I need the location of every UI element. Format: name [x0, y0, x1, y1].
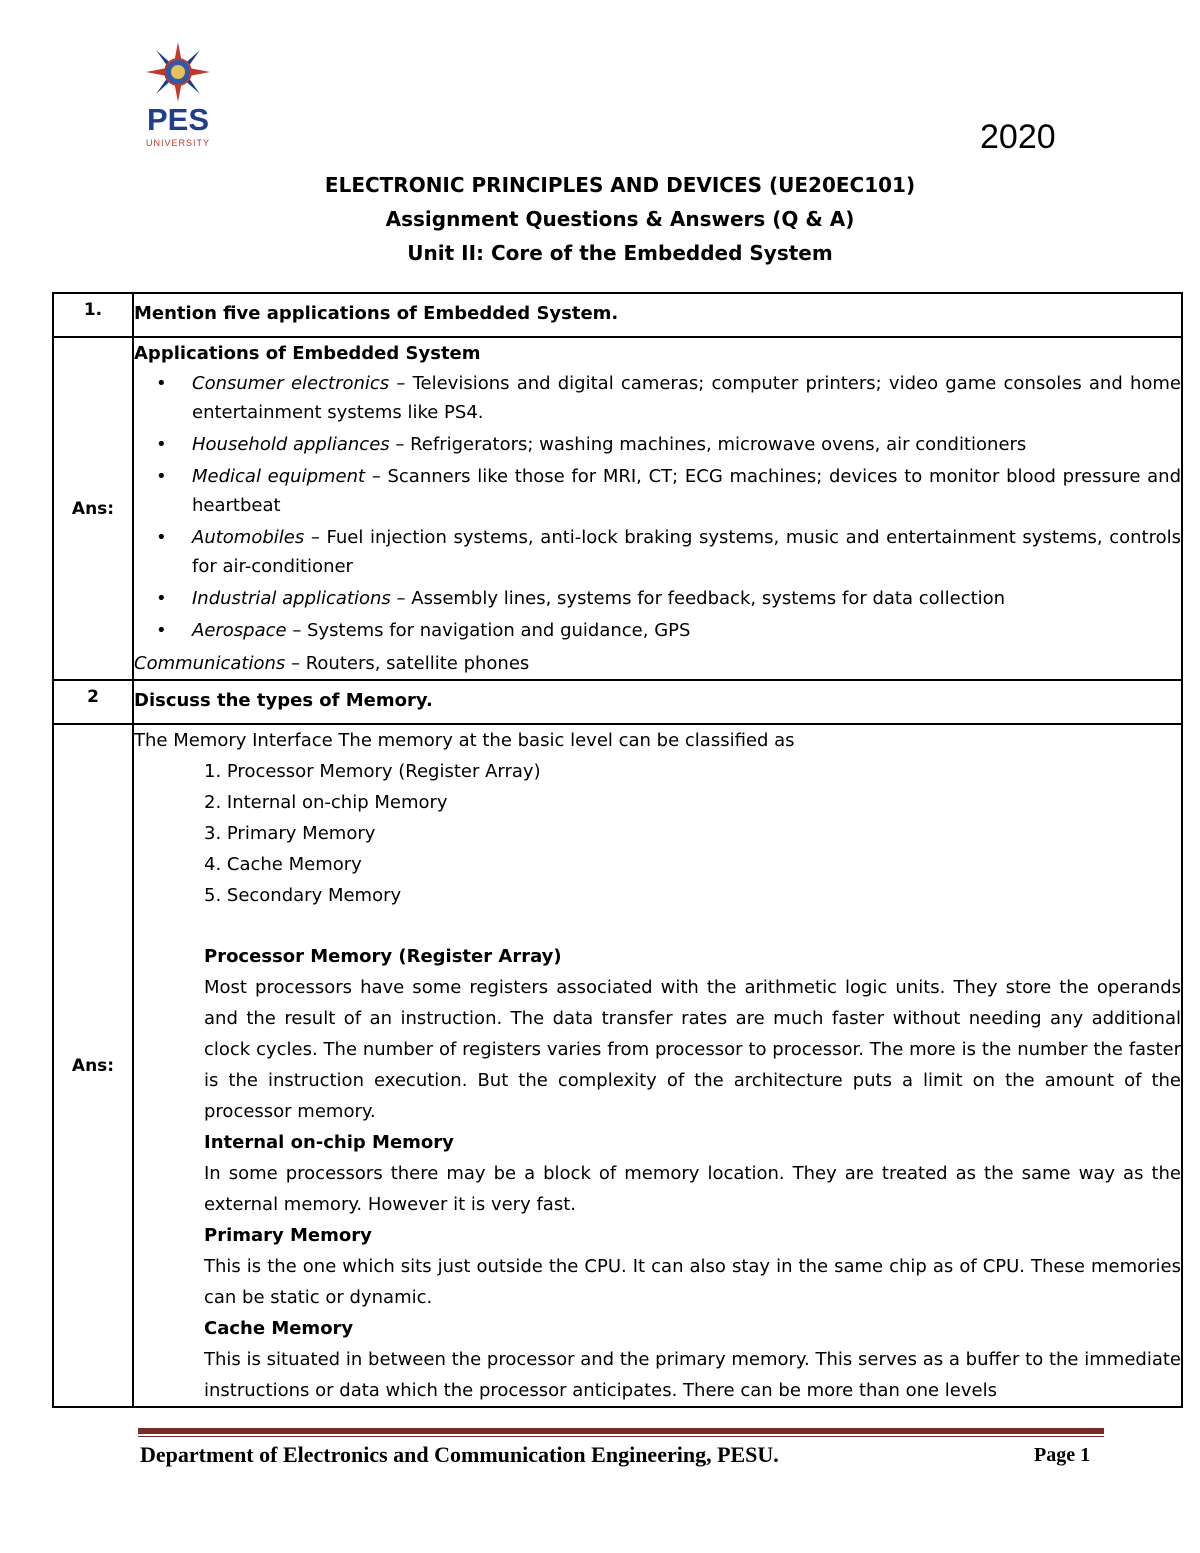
pes-university-logo: [138, 40, 218, 152]
question-number: 2: [87, 687, 99, 707]
communications-line: Communications – Routers, satellite phones: [134, 653, 530, 674]
list-item: 4. Cache Memory: [204, 854, 362, 875]
document-titles: [0, 168, 1200, 270]
footer-divider-thin: [138, 1436, 1104, 1437]
compass-emblem-icon: [138, 40, 218, 104]
assignment-subtitle: Assignment Questions & Answers (Q & A): [385, 207, 855, 231]
question-text: Discuss the types of Memory.: [134, 690, 433, 711]
footer-department: Department of Electronics and Communication Engineering, PESU.: [140, 1442, 779, 1467]
logo-subtext: UNIVERSITY: [145, 138, 210, 148]
list-item: • Household appliances – Refrigerators; washing machines, microwave ovens, air conditioners: [192, 430, 1181, 459]
applications-list: [134, 369, 1181, 645]
memory-intro: The Memory Interface The memory at the basic level can be classified as: [134, 730, 795, 751]
list-item: • Aerospace – Systems for navigation and guidance, GPS: [192, 616, 1181, 645]
question-text: Mention five applications of Embedded System.: [134, 303, 619, 324]
section-text: In some processors there may be a block of memory location. They are treated as the same way as the external memory. However it is very fast.: [204, 1163, 1181, 1215]
page-number: Page 1: [1034, 1444, 1091, 1466]
unit-title: Unit II: Core of the Embedded System: [407, 241, 833, 265]
list-item: 2. Internal on-chip Memory: [204, 792, 448, 813]
ans-label: Ans:: [53, 724, 133, 1407]
list-item: • Medical equipment – Scanners like those for MRI, CT; ECG machines; devices to monitor blood pressure and heartbeat: [192, 462, 1181, 520]
question-row: [53, 680, 1182, 724]
qa-table: [52, 292, 1183, 1408]
list-item: • Automobiles – Fuel injection systems, anti-lock braking systems, music and entertainment systems, controls for air-conditioner: [192, 523, 1181, 581]
section-heading: Internal on-chip Memory: [204, 1132, 454, 1153]
list-item: • Consumer electronics – Televisions and digital cameras; computer printers; video game consoles and home entertainment systems like PS4.: [192, 369, 1181, 427]
answer-row: [53, 724, 1182, 1407]
list-item: 3. Primary Memory: [204, 823, 376, 844]
section-heading: Processor Memory (Register Array): [204, 946, 562, 967]
course-title: ELECTRONIC PRINCIPLES AND DEVICES (UE20EC101): [324, 173, 916, 197]
answer-row: [53, 337, 1182, 680]
question-row: [53, 293, 1182, 337]
section-text: This is situated in between the processor and the primary memory. This serves as a buffer to the immediate instructions or data which the processor anticipates. There can be more than one levels: [204, 1349, 1181, 1401]
list-item: 1. Processor Memory (Register Array): [204, 761, 541, 782]
section-heading: Cache Memory: [204, 1318, 354, 1339]
question-number: 1.: [83, 300, 103, 320]
section-text: This is the one which sits just outside the CPU. It can also stay in the same chip as of CPU. These memories can be static or dynamic.: [204, 1256, 1181, 1308]
memory-types-list: [134, 756, 1181, 911]
list-item: • Industrial applications – Assembly lines, systems for feedback, systems for data collection: [192, 584, 1181, 613]
section-heading: Primary Memory: [204, 1225, 372, 1246]
section-text: Most processors have some registers associated with the arithmetic logic units. They store the operands and the result of an instruction. The data transfer rates are much faster without needing any additional clock cycles. The number of registers varies from processor to processor. The more is the number the faster is the instruction execution. But the complexity of the architecture puts a limit on the amount of the processor memory.: [204, 977, 1181, 1122]
list-item: 5. Secondary Memory: [204, 885, 402, 906]
year-label: 2020: [980, 118, 1056, 156]
memory-sections: [134, 941, 1181, 1406]
answer-heading: Applications of Embedded System: [134, 343, 481, 364]
logo-wordmark: PES: [146, 102, 210, 137]
footer-divider: [138, 1428, 1104, 1434]
ans-label: Ans:: [53, 337, 133, 680]
